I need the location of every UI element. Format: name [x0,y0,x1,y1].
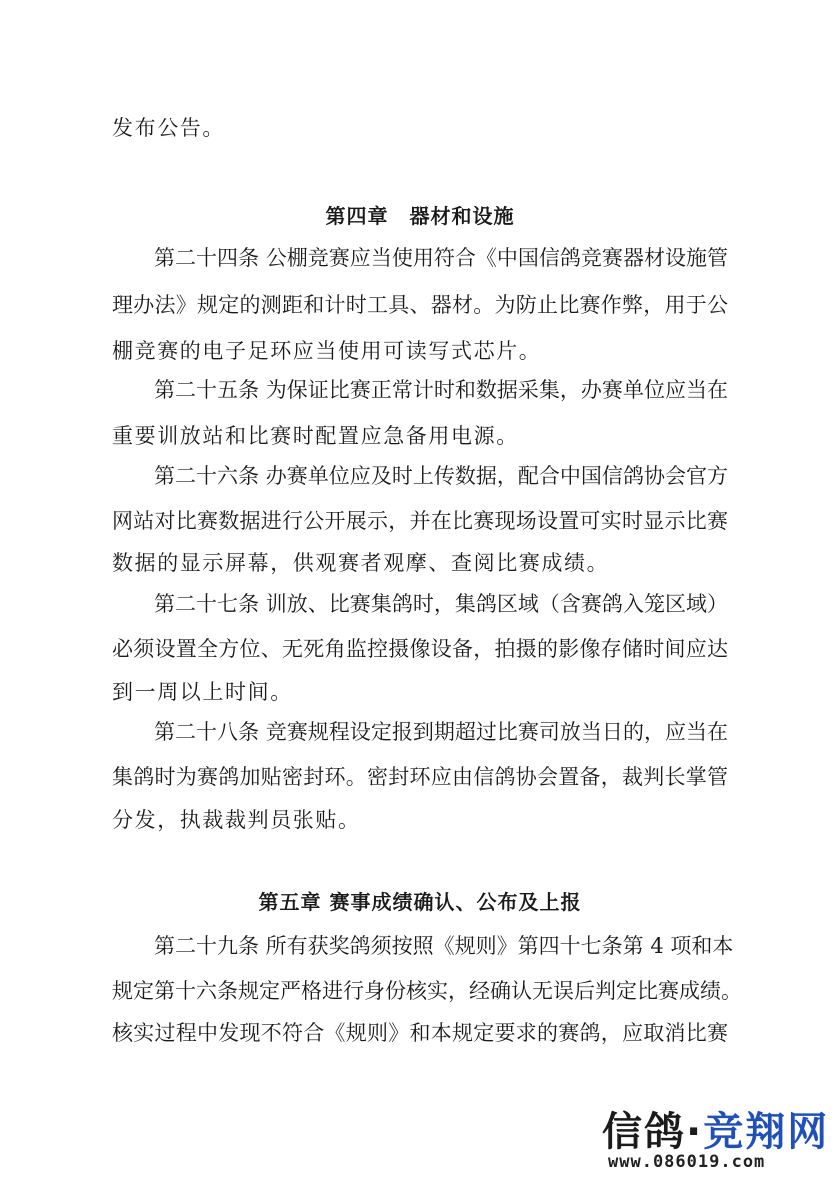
watermark-url: www.086019.com [608,1152,766,1172]
text-line: 第二十五条 为保证比赛正常计时和数据采集，办赛单位应当在 [112,378,728,402]
watermark-title-a: 信鸽· [602,1109,704,1155]
text-line: 第二十六条 办赛单位应及时上传数据，配合中国信鸽协会官方 [112,464,728,488]
text-line: 第二十九条 所有获奖鸽须按照《规则》第四十七条第 4 项和本 [112,934,734,958]
text-line: 第二十四条 公棚竞赛应当使用符合《中国信鸽竞赛器材设施管 [112,246,728,270]
text-line: 集鸽时为赛鸽加贴密封环。密封环应由信鸽协会置备，裁判长掌管 [112,765,728,789]
chapter-heading: 第五章 赛事成绩确认、公布及上报 [258,890,582,914]
text-line: 第二十八条 竞赛规程设定报到期超过比赛司放当日的，应当在 [112,720,728,744]
text-line: 网站对比赛数据进行公开展示，并在比赛现场设置可实时显示比赛 [112,509,728,533]
text-line: 分发，执裁裁判员张贴。 [112,808,361,832]
text-line: 棚竞赛的电子足环应当使用可读写式芯片。 [112,339,542,363]
text-line: 核实过程中发现不符合《规则》和本规定要求的赛鸽，应取消比赛 [112,1021,728,1045]
watermark-title-b: 竞翔网 [703,1109,830,1155]
watermark-logo [602,1100,829,1157]
text-line: 到一周以上时间。 [112,680,293,704]
site-watermark [602,1100,832,1180]
text-line: 重要训放站和比赛时配置应急备用电源。 [112,424,519,448]
chapter-heading: 第四章 器材和设施 [325,204,515,228]
text-line: 第二十七条 训放、比赛集鸽时，集鸽区域（含赛鸽入笼区域） [112,592,728,616]
text-line: 规定第十六条规定严格进行身份核实，经确认无误后判定比赛成绩。 [112,979,742,1003]
text-line: 必须设置全方位、无死角监控摄像设备，拍摄的影像存储时间应达 [112,637,728,661]
text-line: 发布公告。 [112,116,225,140]
text-line: 数据的显示屏幕，供观赛者观摩、查阅比赛成绩。 [112,551,610,575]
text-line: 理办法》规定的测距和计时工具、器材。为防止比赛作弊，用于公 [112,293,728,317]
